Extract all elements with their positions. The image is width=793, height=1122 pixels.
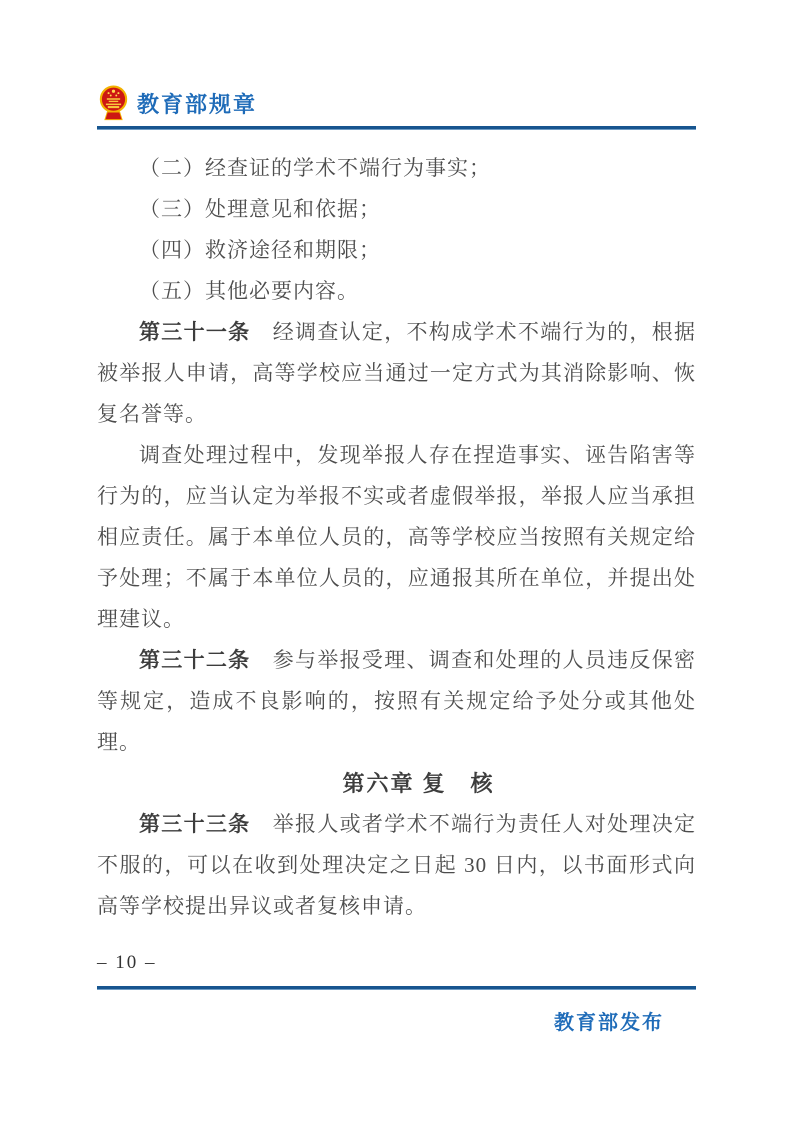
page-header-title: 教育部规章 <box>137 91 258 117</box>
header-divider <box>97 126 696 130</box>
article-paragraph <box>97 312 696 435</box>
list-item-text: （五）其他必要内容。 <box>139 279 359 303</box>
list-item <box>97 148 696 189</box>
article-paragraph <box>97 435 696 640</box>
list-item-text: （二）经查证的学术不端行为事实； <box>139 156 491 180</box>
article-text: 举报人或者学术不端行为责任人对处理决定不服的，可以在收到处理决定之日起 30 日内，以书面形式向高等学校提出异议或者复核申请。 <box>97 812 697 918</box>
footer-divider <box>97 986 696 990</box>
page-number: – 10 – <box>97 952 157 973</box>
article-paragraph <box>97 640 696 763</box>
article-number: 第三十三条 <box>139 813 251 836</box>
article-paragraph <box>97 804 696 927</box>
document-body <box>97 148 696 927</box>
article-number: 第三十一条 <box>139 321 251 344</box>
china-national-emblem-icon <box>97 84 130 122</box>
list-item-text: （四）救济途径和期限； <box>139 238 381 262</box>
publisher-label: 教育部发布 <box>554 1012 664 1034</box>
article-number: 第三十二条 <box>139 649 251 672</box>
list-item-text: （三）处理意见和依据； <box>139 197 381 221</box>
list-item <box>97 230 696 271</box>
page-header <box>97 84 696 122</box>
list-item <box>97 189 696 230</box>
article-text: 参与举报受理、调查和处理的人员违反保密等规定，造成不良影响的，按照有关规定给予处分或其他处理。 <box>97 648 697 754</box>
article-text: 调查处理过程中，发现举报人存在捏造事实、诬告陷害等行为的，应当认定为举报不实或者虚假举报，举报人应当承担相应责任。属于本单位人员的，高等学校应当按照有关规定给予处理；不属于本单位人员的，应通报其所在单位，并提出处理建议。 <box>97 443 696 631</box>
list-item <box>97 271 696 312</box>
article-text: 经调查认定，不构成学术不端行为的，根据被举报人申请，高等学校应当通过一定方式为其消除影响、恢复名誉等。 <box>97 320 697 426</box>
chapter-heading: 第六章 复 核 <box>342 771 495 796</box>
